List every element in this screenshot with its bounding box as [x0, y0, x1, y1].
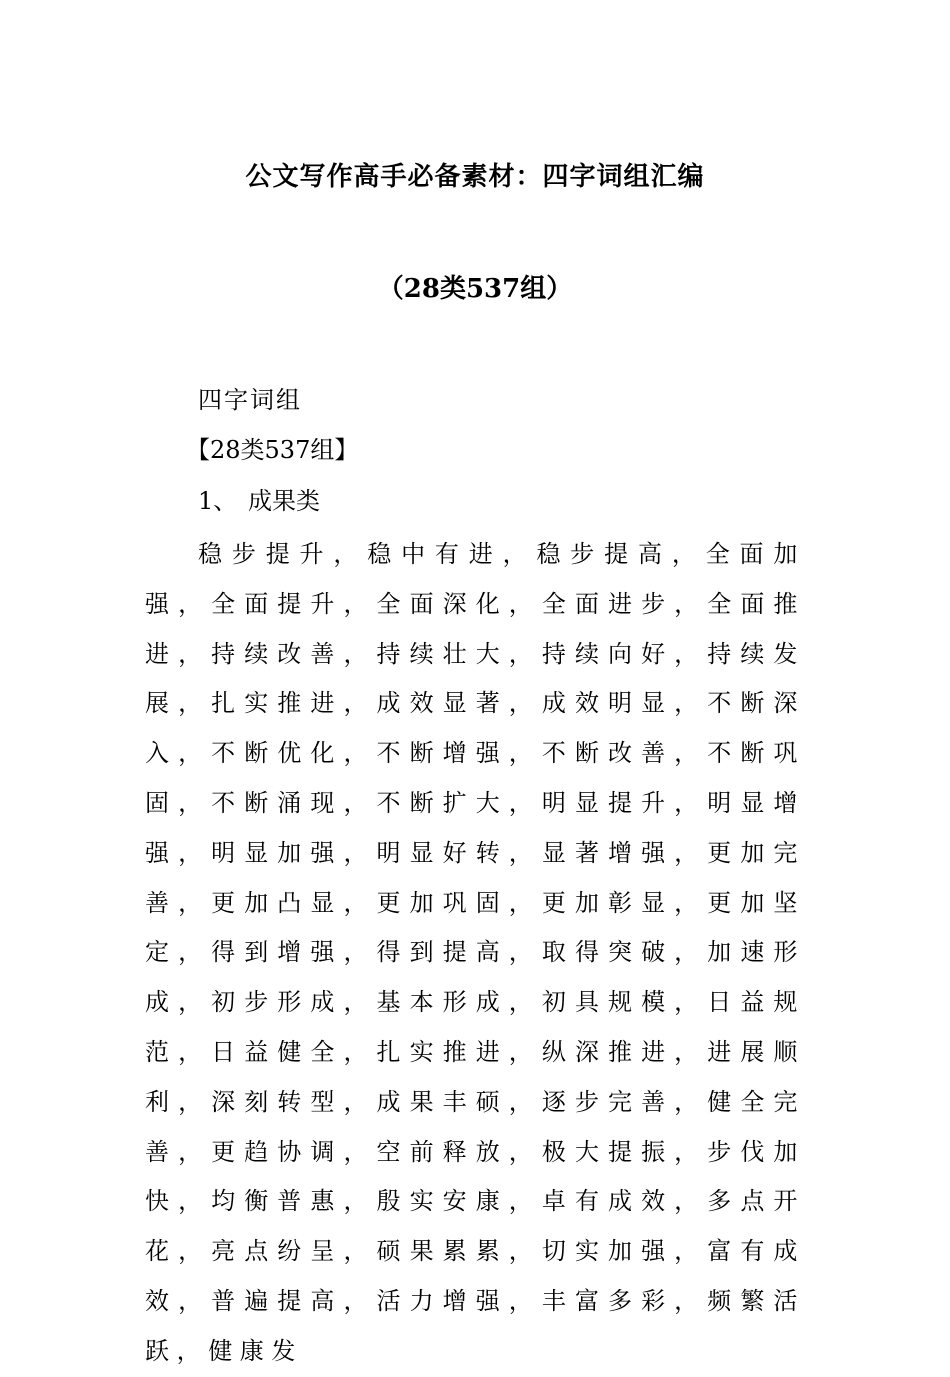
document-subtitle: （28类537组）	[377, 274, 573, 304]
document-title: 公文写作高手必备素材：四字词组汇编	[245, 162, 705, 192]
body-paragraph: 稳步提升，稳中有进，稳步提高，全面加强，全面提升，全面深化，全面进步，全面推进，持续改善，持续壮大，持续向好，持续发展，扎实推进，成效显著，成效明显，不断深入，不断优化，不断增强，不断改善，不断巩固，不断涌现，不断扩大，明显提升，明显增强，明显加强，明显好转，显著增强，更加完善，更加凸显，更加巩固，更加彰显，更加坚定，得到增强，得到提高，取得突破，加速形成，初步形成，基本形成，初具规模，日益规范，日益健全，扎实推进，纵深推进，进展顺利，深刻转型，成果丰硕，逐步完善，健全完善，更趋协调，空前释放，极大提振，步伐加快，均衡普惠，殷实安康，卓有成效，多点开花，亮点纷呈，硕果累累，切实加强，富有成效，普遍提高，活力增强，丰富多彩，频繁活跃，健康发	[145, 540, 805, 1365]
category-heading	[198, 481, 320, 521]
section-heading: 四字词组	[198, 386, 302, 414]
category-label: 成果类	[248, 487, 320, 515]
category-number: 1、	[198, 487, 238, 515]
section-count: 【28类537组】	[186, 436, 359, 464]
